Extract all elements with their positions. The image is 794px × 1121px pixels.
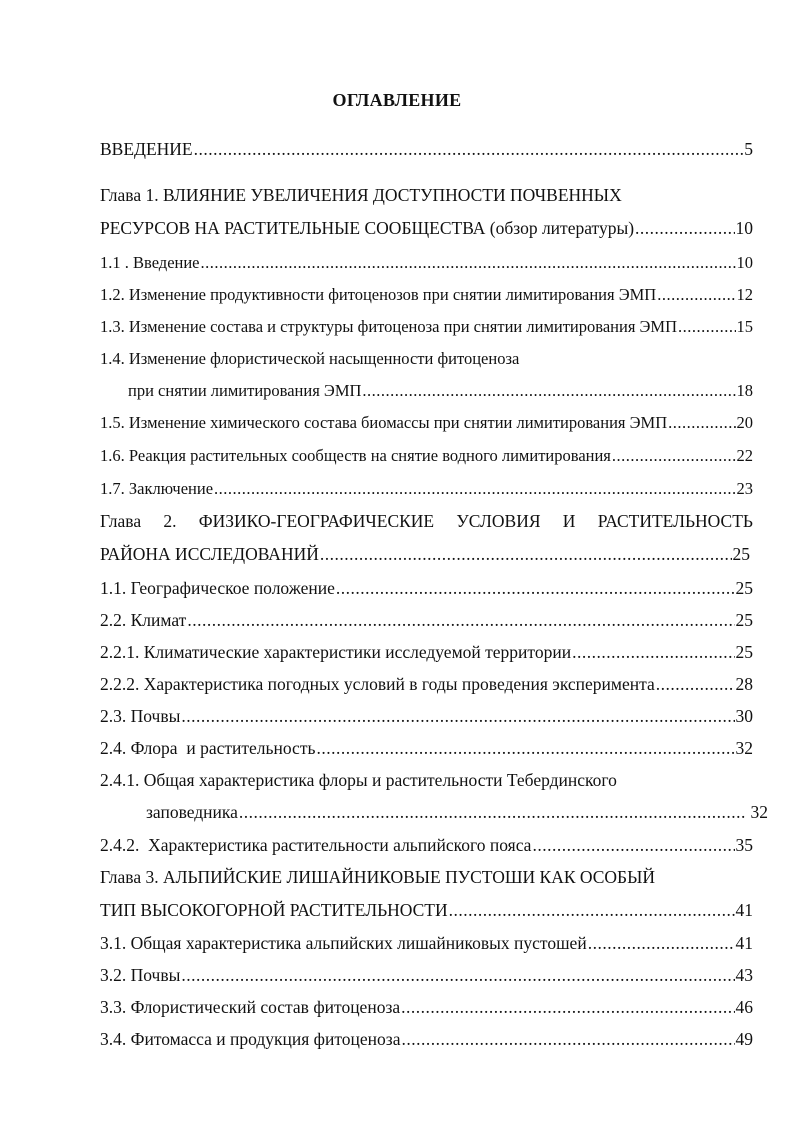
chapter-1-heading: Глава 1. ВЛИЯНИЕ УВЕЛИЧЕНИЯ ДОСТУПНОСТИ ПОЧВЕННЫХ (100, 185, 622, 205)
toc-entry (100, 578, 753, 599)
toc-entry-chapter-1 (100, 218, 753, 239)
leader-dots (532, 835, 734, 856)
leader-dots (657, 285, 735, 305)
leader-dots (320, 544, 732, 565)
chapter-3-heading: Глава 3. АЛЬПИЙСКИЕ ЛИШАЙНИКОВЫЕ ПУСТОШИ КАК ОСОБЫЙ (100, 867, 656, 887)
toc-entry-chapter-2 (100, 544, 750, 565)
toc-entry-label: 1.1 . Введение (100, 253, 200, 272)
chapter-2-heading (100, 511, 753, 532)
toc-entry (146, 802, 768, 823)
toc-entry (100, 706, 753, 727)
toc-entry-label: 1.4. Изменение флористической насыщенности фитоценоза (100, 349, 520, 368)
heading-word: Глава (100, 511, 142, 531)
toc-entry-page: 18 (736, 381, 753, 400)
leader-dots (678, 317, 735, 337)
toc-entry-page: 30 (735, 706, 753, 726)
toc-entry-label: 2.2.2. Характеристика погодных условий в годы проведения эксперимента (100, 674, 655, 694)
toc-entry (100, 835, 753, 856)
toc-entry-page: 32 (735, 738, 753, 758)
toc-entry-introduction (100, 139, 753, 160)
heading-word: 2. (163, 511, 177, 531)
toc-entry-label: ТИП ВЫСОКОГОРНОЙ РАСТИТЕЛЬНОСТИ (100, 900, 448, 920)
toc-entry-page: 43 (735, 965, 753, 985)
toc-entry-page: 12 (736, 285, 753, 304)
toc-entry-page: 10 (736, 253, 753, 272)
leader-dots (588, 933, 735, 954)
toc-entry (100, 965, 753, 986)
leader-dots (362, 381, 735, 401)
toc-entry-label: заповедника (146, 802, 238, 822)
toc-entry-page: 22 (736, 446, 753, 465)
leader-dots (668, 413, 735, 433)
toc-entry-label: 1.5. Изменение химического состава биомассы при снятии лимитирования ЭМП (100, 413, 668, 432)
toc-entry-label: ВВЕДЕНИЕ (100, 139, 193, 159)
toc-entry-label: 2.2.1. Климатические характеристики исследуемой территории (100, 642, 572, 662)
toc-entry (100, 997, 753, 1018)
toc-entry-label: РЕСУРСОВ НА РАСТИТЕЛЬНЫЕ СООБЩЕСТВА (обзор литературы) (100, 218, 635, 238)
toc-entry (100, 285, 753, 305)
toc-entry (100, 738, 753, 759)
toc-entry-label: 3.1. Общая характеристика альпийских лишайниковых пустошей (100, 933, 587, 953)
toc-entry-label: 3.3. Флористический состав фитоценоза (100, 997, 401, 1017)
leader-dots (181, 965, 734, 986)
toc-entry-page: 49 (735, 1029, 753, 1049)
leader-dots (572, 642, 734, 663)
toc-entry (100, 446, 753, 466)
toc-entry-page: 35 (735, 835, 753, 855)
toc-entry-label: РАЙОНА ИССЛЕДОВАНИЙ (100, 544, 319, 564)
leader-dots (214, 479, 735, 499)
toc-entry-page: 41 (735, 900, 753, 920)
toc-entry (100, 642, 753, 663)
toc-entry-page: 46 (735, 997, 753, 1017)
leader-dots (449, 900, 735, 921)
toc-entry-label: 1.3. Изменение состава и структуры фитоценоза при снятии лимитирования ЭМП (100, 317, 678, 336)
heading-word: РАСТИТЕЛЬНОСТЬ (597, 511, 753, 531)
toc-entry-label: 2.4. Флора и растительность (100, 738, 316, 758)
toc-entry-page: 41 (735, 933, 753, 953)
toc-entry-label: 2.3. Почвы (100, 706, 181, 726)
leader-dots (181, 706, 734, 727)
toc-entry (100, 610, 753, 631)
leader-dots (316, 738, 734, 759)
leader-dots (239, 802, 745, 823)
toc-entry (100, 413, 753, 433)
heading-word: УСЛОВИЯ (456, 511, 541, 531)
toc-entry-page: 10 (735, 218, 753, 238)
toc-entry-label: 1.1. Географическое положение (100, 578, 335, 598)
toc-entry-page: 25 (732, 544, 750, 564)
toc-entry-page: 23 (736, 479, 753, 498)
leader-dots (194, 139, 744, 160)
toc-entry-chapter-3 (100, 900, 753, 921)
toc-entry-page: 25 (735, 642, 753, 662)
toc-entry-page: 25 (735, 610, 753, 630)
toc-entry-page: 32 (746, 802, 768, 822)
toc-entry (100, 317, 753, 337)
heading-word: ФИЗИКО-ГЕОГРАФИЧЕСКИЕ (198, 511, 435, 531)
leader-dots (187, 610, 734, 631)
toc-entry (100, 933, 753, 954)
leader-dots (336, 578, 735, 599)
toc-entry-label: при снятии лимитирования ЭМП (128, 381, 362, 400)
toc-entry-page: 15 (736, 317, 753, 336)
toc-entry (100, 253, 753, 273)
toc-entry-page: 20 (736, 413, 753, 432)
toc-entry-label: 2.4.2. Характеристика растительности альпийского пояса (100, 835, 532, 855)
leader-dots (401, 1029, 734, 1050)
toc-entry (100, 674, 753, 695)
toc-entry-label: 1.7. Заключение (100, 479, 214, 498)
toc-entry-label: 1.2. Изменение продуктивности фитоценозов при снятии лимитирования ЭМП (100, 285, 657, 304)
leader-dots (401, 997, 734, 1018)
page-title: ОГЛАВЛЕНИЕ (332, 90, 462, 110)
toc-entry (100, 1029, 753, 1050)
leader-dots (201, 253, 736, 273)
toc-entry-label: 3.2. Почвы (100, 965, 181, 985)
toc-entry (100, 479, 753, 499)
toc-entry-label: 2.4.1. Общая характеристика флоры и растительности Тебердинского (100, 770, 617, 790)
leader-dots (612, 446, 736, 466)
leader-dots (635, 218, 734, 239)
toc-entry-label: 3.4. Фитомасса и продукция фитоценоза (100, 1029, 401, 1049)
toc-entry-page: 28 (735, 674, 753, 694)
toc-entry (128, 381, 753, 401)
toc-entry-page: 25 (735, 578, 753, 598)
leader-dots (656, 674, 735, 695)
toc-entry-label: 2.2. Климат (100, 610, 187, 630)
heading-word: И (562, 511, 576, 531)
toc-entry-label: 1.6. Реакция растительных сообществ на снятие водного лимитирования (100, 446, 611, 465)
toc-entry-page: 5 (744, 139, 753, 159)
